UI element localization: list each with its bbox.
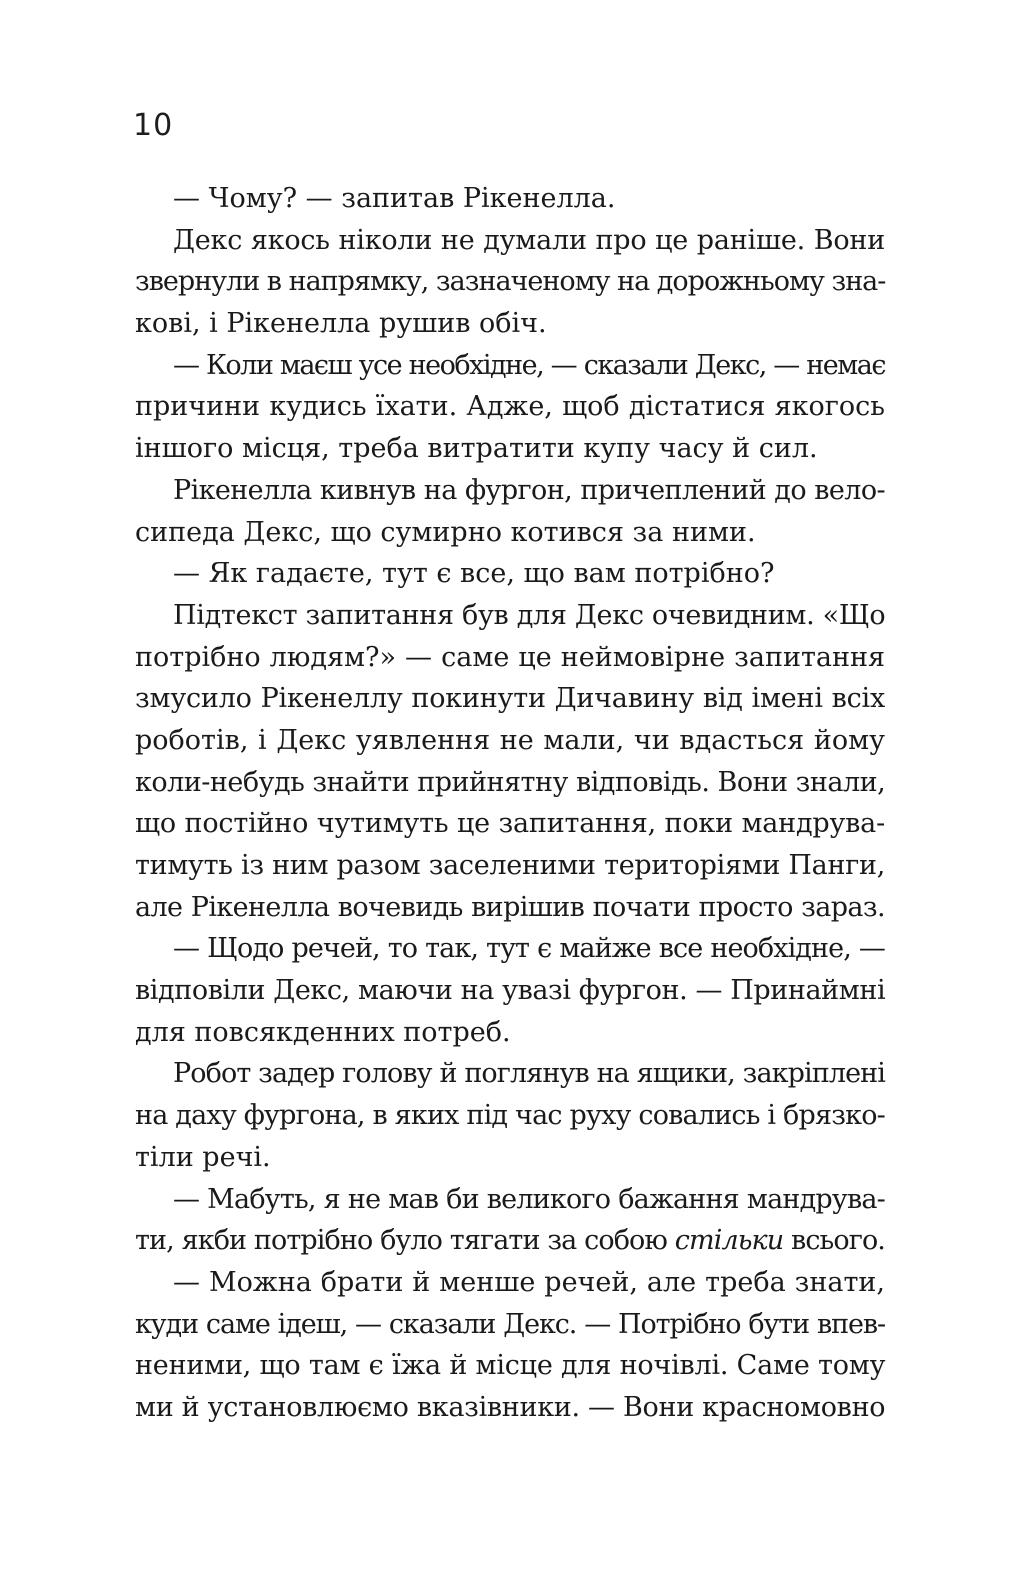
text-line: — Коли маєш усе необхідне, — сказали Декс, — немає <box>173 349 885 381</box>
text-line: — Щодо речей, то так, тут є майже все необхідне, — <box>173 933 885 965</box>
text-line: але Рікенелла вочевидь вирішив почати просто зараз. <box>135 891 885 923</box>
text-line: — Як гадаєте, тут є все, що вам потрібно? <box>173 558 775 590</box>
text-line-with-italic <box>135 1220 885 1262</box>
text-line: сипеда Декс, що сумирно котився за ними. <box>135 516 756 548</box>
text-line: причини кудись їхати. Адже, щоб дістатися якогось <box>135 391 885 423</box>
text-segment: всього. <box>783 1225 885 1257</box>
text-line: — Можна брати й менше речей, але треба знати, <box>173 1266 885 1298</box>
text-line: що постійно чутимуть це запитання, поки мандрува- <box>135 808 885 840</box>
text-line: неними, що там є їжа й місце для ночівлі. Саме тому <box>135 1350 886 1382</box>
text-line: коли-небудь знайти прийнятну відповідь. Вони знали, <box>135 766 886 798</box>
text-line: тимуть із ним разом заселеними територіями Панги, <box>135 850 885 881</box>
text-line: кові, і Рікенелла рушив обіч. <box>135 308 547 340</box>
text-line: іншого місця, треба витратити купу часу й сил. <box>135 433 818 465</box>
body-text <box>135 178 885 1429</box>
text-line: Рікенелла кивнув на фургон, причеплений до вело- <box>173 474 885 506</box>
text-line: — Мабуть, я не мав би великого бажання мандрува- <box>173 1183 885 1215</box>
italic-emphasis: стільки <box>674 1225 784 1257</box>
text-line: куди саме ідеш, — сказали Декс. — Потрібно бути впев- <box>135 1308 885 1340</box>
text-line: змусило Рікенеллу покинути Дичавину від імені всіх <box>135 683 885 715</box>
text-line: для повсякденних потреб. <box>135 1016 511 1048</box>
text-line: — Чому? — запитав Рікенелла. <box>173 183 616 214</box>
text-line: роботів, і Декс уявлення не мали, чи вдасться йому <box>135 724 885 756</box>
text-line: тіли речі. <box>135 1141 271 1173</box>
text-line: Робот задер голову й поглянув на ящики, закріплені <box>173 1058 885 1090</box>
text-line: звернули в напрямку, зазначеному на дорожньому зна- <box>135 266 886 298</box>
text-line: потрібно людям?» — саме це неймовірне запитання <box>135 641 885 673</box>
text-line: на даху фургона, в яких під час руху совались і брязко- <box>135 1100 885 1132</box>
page-number: 10 <box>133 108 174 143</box>
text-line: Декс якось ніколи не думали про це раніше. Вони <box>173 224 885 256</box>
text-line: відповіли Декс, маючи на увазі фургон. — Принаймні <box>135 975 886 1007</box>
text-line: Підтекст запитання був для Декс очевидним. «Що <box>173 599 886 631</box>
text-segment: ти, якби потрібно було тягати за собою <box>135 1225 675 1257</box>
text-line: ми й установлюємо вказівники. — Вони красномовно <box>135 1391 886 1423</box>
